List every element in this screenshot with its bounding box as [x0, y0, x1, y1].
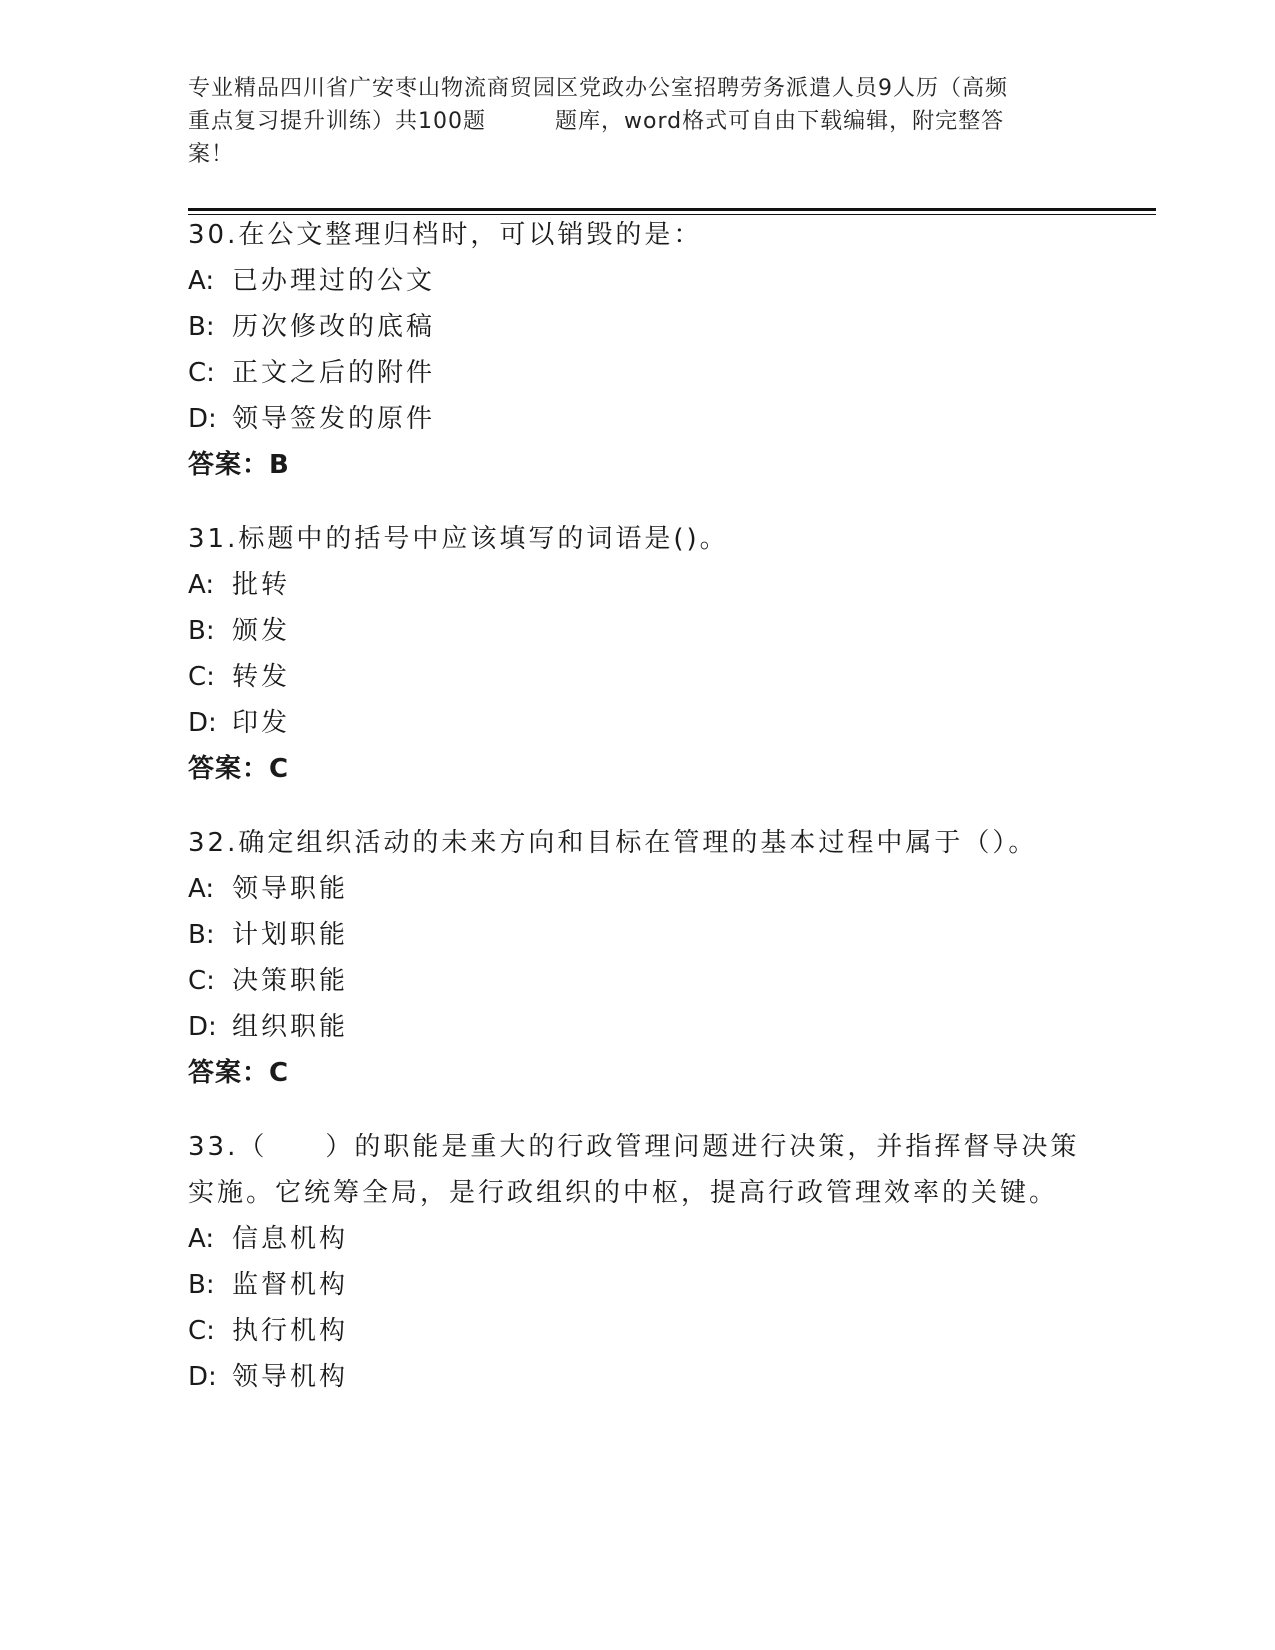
option-c [188, 350, 1088, 396]
question-32 [188, 820, 1088, 1096]
question-stem-continued: 实施。它统筹全局，是行政组织的中枢，提高行政管理效率的关键。 [188, 1178, 1059, 1208]
question-stem: 30.在公文整理归档时，可以销毁的是： [188, 220, 703, 250]
document-header [188, 72, 1088, 171]
option-key: C: [188, 1316, 215, 1346]
option-b [188, 304, 1088, 350]
question-stem: 33.（ ）的职能是重大的行政管理问题进行决策，并指挥督导决策 [188, 1132, 1080, 1162]
answer-line: 答案：B [188, 450, 290, 480]
option-text: 执行机构 [232, 1316, 349, 1346]
question-stem: 31.标题中的括号中应该填写的词语是()。 [188, 524, 729, 554]
question-stem: 32.确定组织活动的未来方向和目标在管理的基本过程中属于（）。 [188, 828, 1038, 858]
option-a [188, 258, 1088, 304]
option-a [188, 1216, 1088, 1262]
header-line: 专业精品四川省广安枣山物流商贸园区党政办公室招聘劳务派遣人员9人历（高频 [188, 76, 1008, 101]
option-key: D: [188, 1362, 217, 1392]
option-text: 颁发 [232, 616, 291, 646]
option-text: 转发 [232, 662, 291, 692]
option-c [188, 958, 1088, 1004]
option-text: 领导职能 [232, 874, 349, 904]
option-text: 批转 [232, 570, 291, 600]
answer-line: 答案：C [188, 754, 290, 784]
option-key: B: [188, 920, 215, 950]
option-key: A: [188, 266, 215, 296]
answer-line: 答案：C [188, 1058, 290, 1088]
option-text: 计划职能 [232, 920, 349, 950]
question-31 [188, 516, 1088, 792]
option-c [188, 1308, 1088, 1354]
option-c [188, 654, 1088, 700]
option-text: 监督机构 [232, 1270, 349, 1300]
option-text: 已办理过的公文 [232, 266, 436, 296]
option-key: D: [188, 404, 217, 434]
option-key: B: [188, 1270, 215, 1300]
header-line: 重点复习提升训练）共100题 题库，word格式可自由下载编辑，附完整答 [188, 109, 1005, 134]
option-text: 信息机构 [232, 1224, 349, 1254]
option-b [188, 1262, 1088, 1308]
option-key: D: [188, 708, 217, 738]
option-key: D: [188, 1012, 217, 1042]
option-a [188, 866, 1088, 912]
option-key: A: [188, 874, 215, 904]
option-text: 组织职能 [232, 1012, 349, 1042]
option-text: 领导签发的原件 [232, 404, 436, 434]
option-key: C: [188, 358, 215, 388]
question-33 [188, 1124, 1088, 1400]
option-text: 决策职能 [232, 966, 349, 996]
option-b [188, 912, 1088, 958]
option-d [188, 700, 1088, 746]
option-key: A: [188, 570, 215, 600]
option-d [188, 396, 1088, 442]
option-key: B: [188, 616, 215, 646]
option-text: 领导机构 [232, 1362, 349, 1392]
header-divider-thick [188, 208, 1156, 211]
option-key: C: [188, 662, 215, 692]
option-a [188, 562, 1088, 608]
option-key: C: [188, 966, 215, 996]
option-text: 印发 [232, 708, 291, 738]
question-30 [188, 212, 1088, 488]
option-key: B: [188, 312, 215, 342]
option-key: A: [188, 1224, 215, 1254]
option-b [188, 608, 1088, 654]
option-d [188, 1354, 1088, 1400]
option-d [188, 1004, 1088, 1050]
option-text: 正文之后的附件 [232, 358, 436, 388]
header-line: 案！ [188, 142, 235, 167]
option-text: 历次修改的底稿 [232, 312, 436, 342]
